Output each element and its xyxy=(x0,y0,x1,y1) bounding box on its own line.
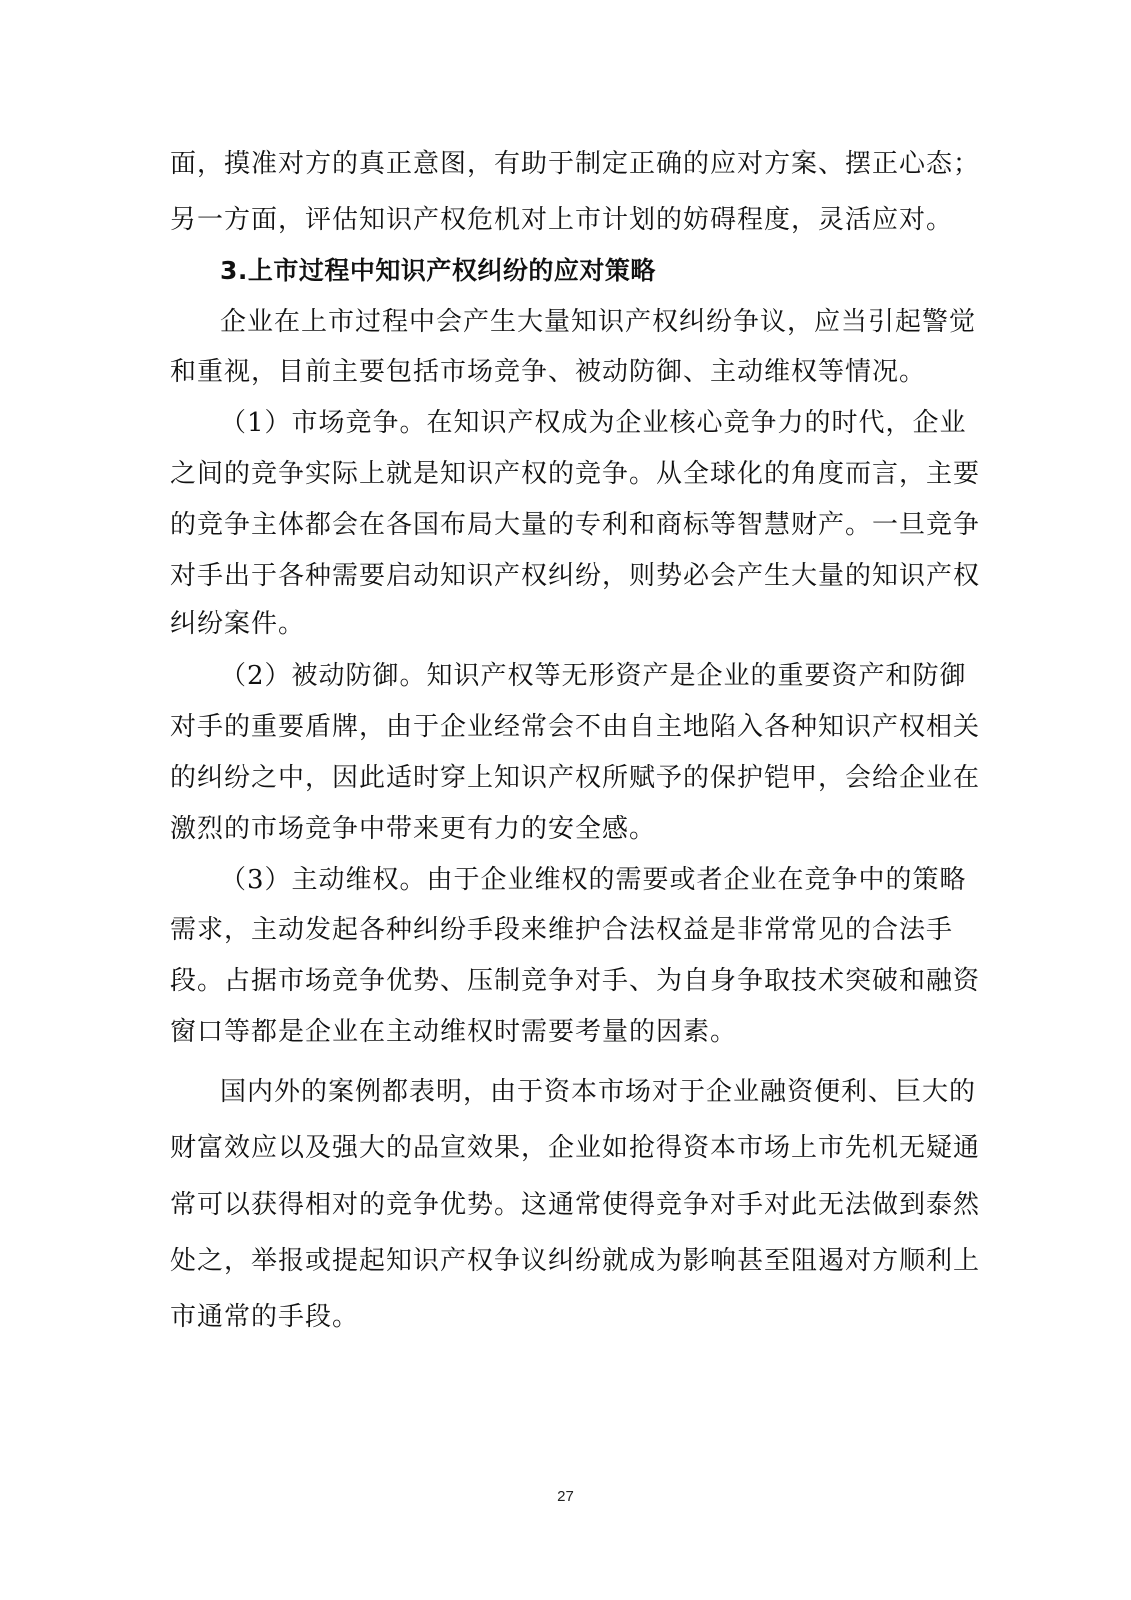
page-number: 27 xyxy=(557,1488,574,1505)
text-line: 和重视，目前主要包括市场竞争、被动防御、主动维权等情况。 xyxy=(170,357,927,387)
text-line: 国内外的案例都表明，由于资本市场对于企业融资便利、巨大的 xyxy=(220,1077,977,1107)
text-line: （1）市场竞争。在知识产权成为企业核心竞争力的时代，企业 xyxy=(220,408,967,438)
text-line: 对手的重要盾牌，由于企业经常会不由自主地陷入各种知识产权相关 xyxy=(170,712,981,742)
text-line: 处之，举报或提起知识产权争议纠纷就成为影响甚至阻遏对方顺利上 xyxy=(170,1246,981,1276)
text-line: （2）被动防御。知识产权等无形资产是企业的重要资产和防御 xyxy=(220,661,967,691)
text-line: （3）主动维权。由于企业维权的需要或者企业在竞争中的策略 xyxy=(220,865,967,895)
text-line: 需求，主动发起各种纠纷手段来维护合法权益是非常常见的合法手 xyxy=(170,915,954,945)
text-line: 面，摸准对方的真正意图，有助于制定正确的应对方案、摆正心态； xyxy=(170,149,981,179)
text-line: 段。占据市场竞争优势、压制竞争对手、为自身争取技术突破和融资 xyxy=(170,966,981,996)
text-line: 企业在上市过程中会产生大量知识产权纠纷争议，应当引起警觉 xyxy=(220,307,977,337)
text-line: 对手出于各种需要启动知识产权纠纷，则势必会产生大量的知识产权 xyxy=(170,561,981,591)
text-line: 之间的竞争实际上就是知识产权的竞争。从全球化的角度而言，主要 xyxy=(170,459,981,489)
text-line: 纠纷案件。 xyxy=(170,609,306,639)
section-heading: 3.上市过程中知识产权纠纷的应对策略 xyxy=(220,256,656,285)
text-line: 窗口等都是企业在主动维权时需要考量的因素。 xyxy=(170,1017,738,1047)
text-line: 财富效应以及强大的品宣效果，企业如抢得资本市场上市先机无疑通 xyxy=(170,1133,981,1163)
text-line: 的竞争主体都会在各国布局大量的专利和商标等智慧财产。一旦竞争 xyxy=(170,510,981,540)
text-line: 市通常的手段。 xyxy=(170,1302,360,1332)
text-line: 另一方面，评估知识产权危机对上市计划的妨碍程度，灵活应对。 xyxy=(170,205,954,235)
text-line: 的纠纷之中，因此适时穿上知识产权所赋予的保护铠甲，会给企业在 xyxy=(170,763,981,793)
text-line: 常可以获得相对的竞争优势。这通常使得竞争对手对此无法做到泰然 xyxy=(170,1190,981,1220)
text-line: 激烈的市场竞争中带来更有力的安全感。 xyxy=(170,814,657,844)
